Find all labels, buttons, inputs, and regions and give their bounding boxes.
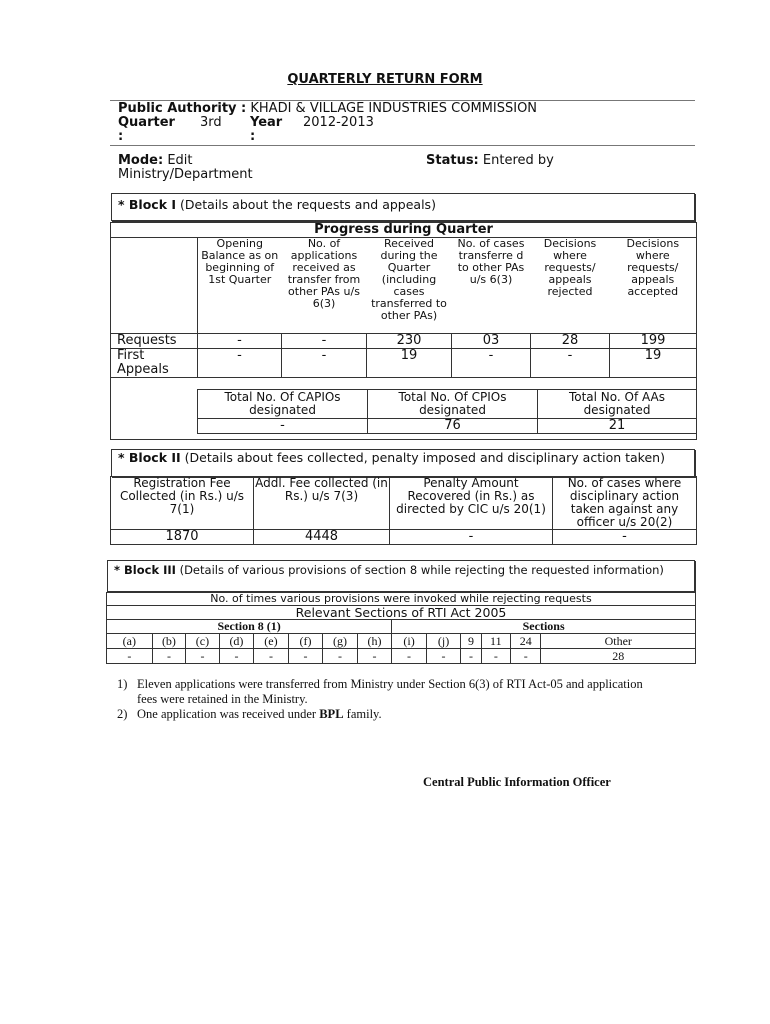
block3-row2: Relevant Sections of RTI Act 2005	[107, 606, 696, 620]
section-col-header: (f)	[288, 634, 323, 649]
section-col-value: -	[152, 649, 186, 664]
totals-value: 76	[368, 419, 538, 434]
section-col-value: -	[461, 649, 481, 664]
note-text: One application was received under BPL family.	[137, 707, 382, 721]
col-header: Opening Balance as on beginning of 1st Quarter	[198, 238, 282, 334]
fee-header: Registration Fee Collected (in Rs.) u/s 7(1)	[111, 477, 254, 530]
block1-desc: (Details about the requests and appeals)	[180, 197, 436, 212]
mode-row	[118, 154, 193, 168]
fee-header: Addl. Fee collected (in Rs.) u/s 7(3)	[254, 477, 390, 530]
col-header: No. of applications received as transfer from other PAs u/s 6(3)	[282, 238, 367, 334]
section-col-value: -	[392, 649, 427, 664]
totals-header: Total No. Of AAs designated	[538, 390, 697, 419]
col-header: No. of cases transferre d to other PAs u/s 6(3)	[452, 238, 531, 334]
col-header: Received during the Quarter (including cases transferred to other PAs)	[367, 238, 452, 334]
note-number: 1)	[117, 677, 128, 691]
row-label: First Appeals	[111, 349, 198, 378]
status-label: Status:	[426, 153, 479, 168]
cell: -	[452, 349, 531, 378]
section8-header: Section 8 (1)	[107, 620, 392, 634]
year-value: 2012-2013	[303, 115, 374, 130]
totals-table	[197, 389, 697, 434]
quarter-label: Quarter	[118, 115, 175, 130]
fee-value: 4448	[254, 530, 390, 545]
fee-header: No. of cases where disciplinary action taken against any officer u/s 20(2)	[553, 477, 697, 530]
signature: Central Public Information Officer	[423, 775, 611, 789]
section-col-value: -	[254, 649, 289, 664]
block3-desc: (Details of various provisions of section 8 while rejecting the requested information)	[179, 563, 664, 577]
section-col-header: (c)	[186, 634, 220, 649]
year-colon: :	[250, 129, 256, 144]
section-col-value: -	[219, 649, 254, 664]
block3-header	[107, 560, 695, 592]
divider	[110, 145, 695, 146]
block2-desc: (Details about fees collected, penalty imposed and disciplinary action taken)	[184, 450, 665, 465]
note-item	[117, 707, 657, 722]
section-col-header: 9	[461, 634, 481, 649]
fee-value: 1870	[111, 530, 254, 545]
mode-value-cont: Ministry/Department	[118, 167, 253, 182]
section-col-value: -	[323, 649, 358, 664]
block2-label: * Block II	[118, 450, 181, 465]
quarter-value: 3rd	[200, 115, 222, 130]
col-header: Decisions where requests/ appeals rejected	[531, 238, 610, 334]
cell: 03	[452, 334, 531, 349]
section-col-header: 11	[481, 634, 510, 649]
block2-header	[111, 449, 695, 477]
progress-title: Progress during Quarter	[111, 223, 697, 238]
section-col-header: (e)	[254, 634, 289, 649]
section-col-value: -	[481, 649, 510, 664]
fee-value: -	[390, 530, 553, 545]
section-col-value: -	[288, 649, 323, 664]
mode-label: Mode:	[118, 153, 164, 168]
section-col-value: -	[107, 649, 153, 664]
note-number: 2)	[117, 707, 128, 721]
block2-table	[110, 476, 697, 545]
sections-header: Sections	[392, 620, 696, 634]
table-row	[111, 334, 697, 349]
year-label: Year	[250, 115, 283, 130]
block3-row1: No. of times various provisions were invoked while rejecting requests	[107, 593, 696, 606]
section-col-header: (a)	[107, 634, 153, 649]
authority-value: KHADI & VILLAGE INDUSTRIES COMMISSION	[250, 101, 538, 116]
cell: -	[282, 349, 367, 378]
status-row	[426, 154, 554, 168]
block3-label: * Block III	[114, 563, 176, 577]
form-title: QUARTERLY RETURN FORM	[287, 72, 483, 87]
section-col-value: -	[426, 649, 461, 664]
cell: 19	[610, 349, 697, 378]
fee-value: -	[553, 530, 697, 545]
cell: -	[531, 349, 610, 378]
table-row	[111, 349, 697, 378]
section-col-header: (j)	[426, 634, 461, 649]
quarter-colon: :	[118, 129, 124, 144]
authority-label: Public Authority :	[118, 101, 247, 116]
totals-value: -	[198, 419, 368, 434]
status-value: Entered by	[482, 153, 554, 168]
cell: -	[198, 349, 282, 378]
cell: -	[282, 334, 367, 349]
cell: 28	[531, 334, 610, 349]
totals-header: Total No. Of CAPIOs designated	[198, 390, 368, 419]
section-col-value: 28	[541, 649, 696, 664]
section-col-value: -	[186, 649, 220, 664]
note-item	[117, 677, 657, 707]
col-header: Decisions where requests/ appeals accepted	[610, 238, 697, 334]
section-col-header: (b)	[152, 634, 186, 649]
authority-row	[118, 102, 537, 116]
fee-header: Penalty Amount Recovered (in Rs.) as directed by CIC u/s 20(1)	[390, 477, 553, 530]
notes	[117, 677, 657, 722]
note-text: Eleven applications were transferred from Ministry under Section 6(3) of RTI Act-05 and application fees were retained in the Ministry.	[137, 677, 643, 706]
section-col-header: (d)	[219, 634, 254, 649]
section-col-header: (g)	[323, 634, 358, 649]
section-col-header: Other	[541, 634, 696, 649]
cell: 230	[367, 334, 452, 349]
section-col-value: -	[357, 649, 392, 664]
section-col-header: (i)	[392, 634, 427, 649]
mode-value: Edit	[167, 153, 193, 168]
block3-table	[106, 592, 696, 664]
block1-label: * Block I	[118, 197, 177, 212]
section-col-value: -	[511, 649, 541, 664]
cell: -	[198, 334, 282, 349]
section-col-header: (h)	[357, 634, 392, 649]
section-col-header: 24	[511, 634, 541, 649]
block1-header	[111, 193, 695, 221]
totals-header: Total No. Of CPIOs designated	[368, 390, 538, 419]
totals-value: 21	[538, 419, 697, 434]
row-label: Requests	[111, 334, 198, 349]
row-header-blank	[111, 238, 198, 334]
cell: 19	[367, 349, 452, 378]
cell: 199	[610, 334, 697, 349]
